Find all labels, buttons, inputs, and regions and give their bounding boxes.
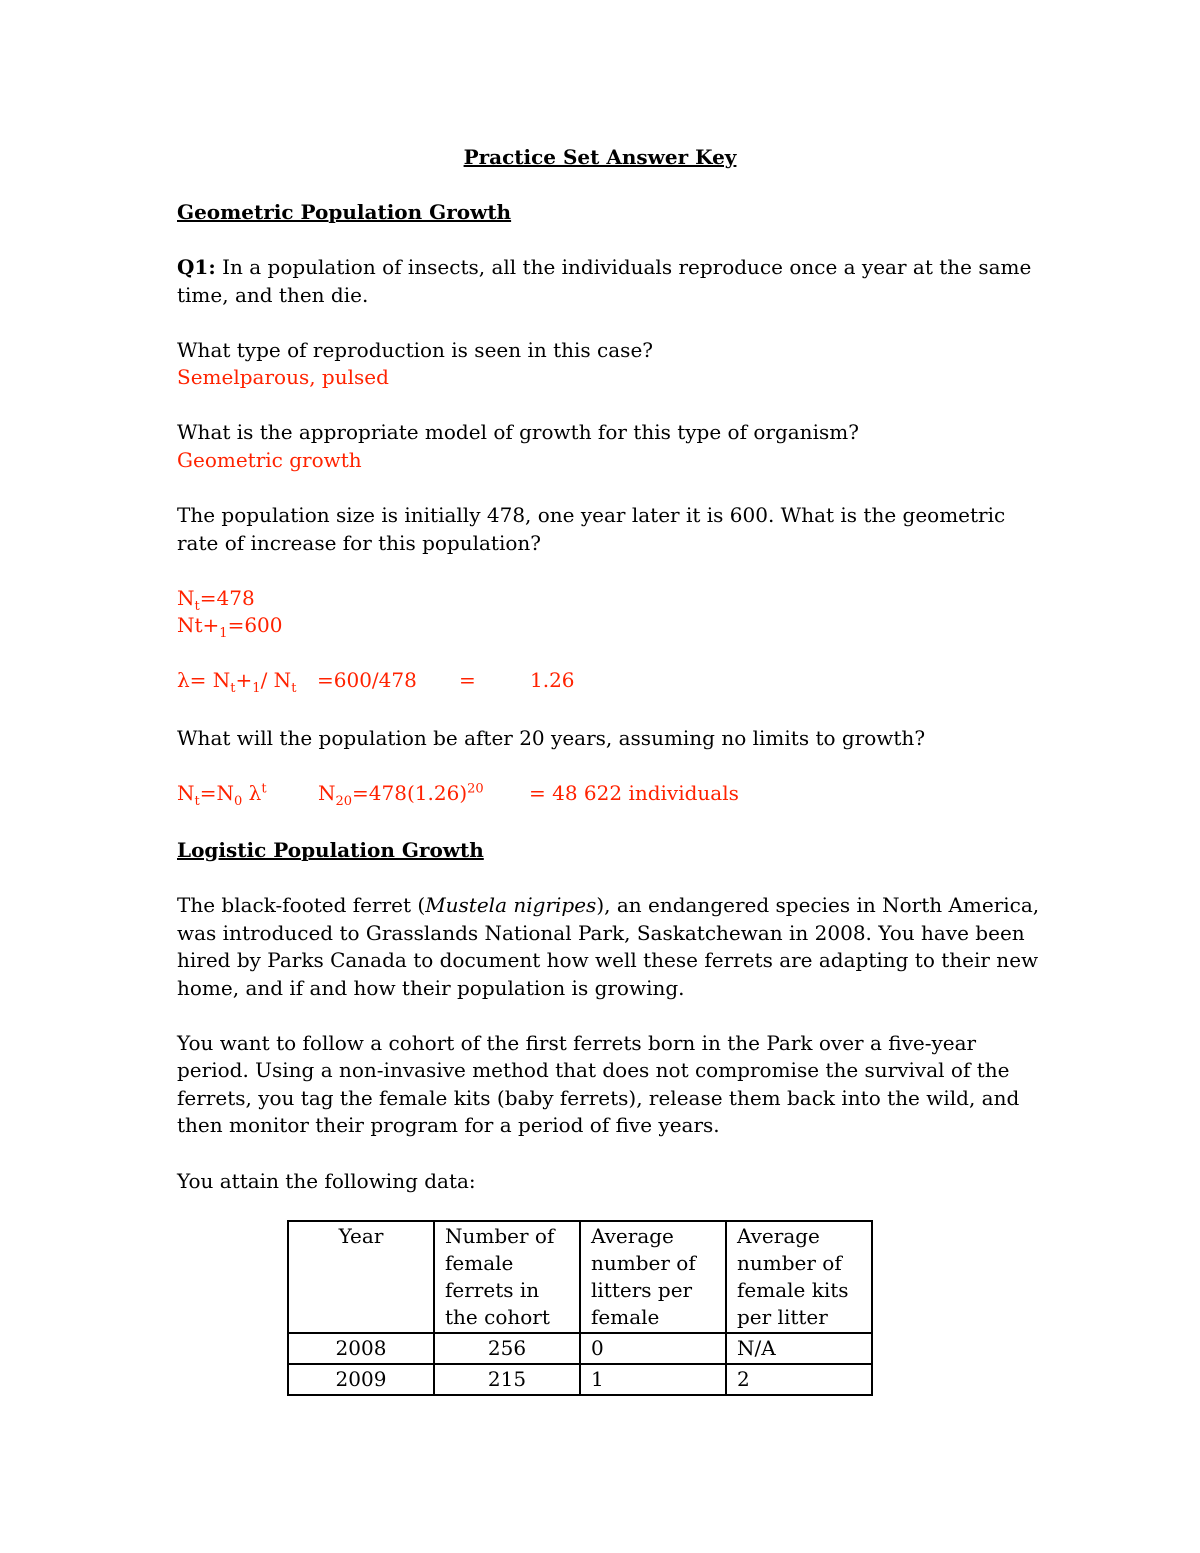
cell-kits: 2: [726, 1364, 872, 1395]
header-col4-line1: Average: [737, 1224, 820, 1248]
header-litters: [580, 1221, 726, 1333]
n20-part-d: N: [318, 781, 336, 805]
header-col3-line2: number of: [591, 1251, 696, 1275]
section-heading-geometric: Geometric Population Growth: [177, 200, 512, 224]
cell-kits: N/A: [726, 1333, 872, 1364]
lambda-part-a: λ= N: [177, 668, 231, 692]
n20-formula: [318, 779, 484, 807]
n20-part-e: =478(1.26): [352, 781, 468, 805]
cell-year: 2008: [288, 1333, 434, 1364]
paragraph2-line2: period. Using a non-invasive method that does not compromise the survival of the: [177, 1058, 1010, 1082]
paragraph2-line3: ferrets, you tag the female kits (baby ferrets), release them back into the wild, and: [177, 1086, 1020, 1110]
q1-label: Q1:: [177, 255, 216, 279]
formula-sub-2: 0: [234, 794, 243, 809]
calc-nt1-value: =600: [227, 613, 283, 637]
calc-nt1-symbol: Nt+: [177, 613, 220, 637]
paragraph2-line4: then monitor their program for a period of five years.: [177, 1113, 720, 1137]
lambda-sub-2: 1: [252, 681, 261, 696]
paragraph1-line1: [177, 891, 1039, 919]
p1-part-a: The black-footed ferret (: [177, 893, 426, 917]
n20-sub: 20: [335, 794, 353, 809]
header-number-females: [434, 1221, 580, 1333]
formula-part-c: λ: [242, 781, 262, 805]
data-intro: You attain the following data:: [177, 1169, 476, 1193]
header-year-line1: Year: [338, 1224, 384, 1248]
cell-year: 2009: [288, 1364, 434, 1395]
q1-text-line1: [177, 253, 1031, 281]
paragraph1-line2: was introduced to Grasslands National Park, Saskatchewan in 2008. You have been: [177, 921, 1025, 945]
table-row: [288, 1364, 872, 1395]
lambda-part-c: / N: [260, 668, 292, 692]
calc-nt-symbol: N: [177, 586, 195, 610]
header-col2-line4: the cohort: [445, 1305, 550, 1329]
formula-part-a: N: [177, 781, 195, 805]
cell-litters: 0: [580, 1333, 726, 1364]
calc-nt-sub: t: [194, 599, 200, 614]
n20-sup: 20: [467, 781, 484, 797]
species-name: Mustela nigripes: [425, 893, 597, 917]
header-col3-line3: litters per: [591, 1278, 693, 1302]
cell-females: 215: [434, 1364, 580, 1395]
question-rate-line2: rate of increase for this population?: [177, 531, 541, 555]
formula-sup-1: t: [261, 781, 267, 797]
question-rate-line1: The population size is initially 478, one year later it is 600. What is the geometric: [177, 503, 1006, 527]
lambda-sub-1: t: [230, 681, 236, 696]
paragraph2-line1: You want to follow a cohort of the first ferrets born in the Park over a five-year: [177, 1031, 977, 1055]
header-year: [288, 1221, 434, 1333]
q1-text-line2: time, and then die.: [177, 283, 369, 307]
header-col2-line3: ferrets in: [445, 1278, 540, 1302]
lambda-division: =600/478: [317, 668, 417, 692]
lambda-sub-3: t: [291, 681, 297, 696]
header-col4-line3: female kits: [737, 1278, 849, 1302]
final-result: = 48 622 individuals: [529, 781, 739, 805]
table-header-row: [288, 1221, 872, 1333]
paragraph1-line4: home, and if and how their population is growing.: [177, 976, 685, 1000]
q1-body: In a population of insects, all the individuals reproduce once a year at the same: [215, 255, 1032, 279]
answer-growth-model: Geometric growth: [177, 448, 362, 472]
formula-part-b: =N: [199, 781, 234, 805]
document-title: Practice Set Answer Key: [463, 145, 737, 169]
header-col4-line2: number of: [737, 1251, 842, 1275]
header-col2-line2: female: [445, 1251, 514, 1275]
question-twenty-years: What will the population be after 20 years, assuming no limits to growth?: [177, 726, 926, 750]
lambda-part-b: +: [235, 668, 253, 692]
header-col4-line4: per litter: [737, 1305, 828, 1329]
formula-sub-1: t: [194, 794, 200, 809]
calc-nt-value: =478: [199, 586, 255, 610]
calc-nt1-sub: 1: [219, 626, 228, 641]
header-col3-line1: Average: [591, 1224, 674, 1248]
cell-litters: 1: [580, 1364, 726, 1395]
calc-nt1: [177, 611, 283, 639]
section-heading-logistic: Logistic Population Growth: [177, 838, 484, 862]
p1-part-b: ), an endangered species in North America,: [596, 893, 1040, 917]
ferret-data-table: [287, 1220, 873, 1396]
lambda-result: 1.26: [530, 668, 575, 692]
header-col2-line1: Number of: [445, 1224, 555, 1248]
cell-females: 256: [434, 1333, 580, 1364]
lambda-formula: [177, 666, 296, 694]
general-formula: [177, 779, 267, 807]
answer-reproduction-type: Semelparous, pulsed: [177, 365, 389, 389]
paragraph1-line3: hired by Parks Canada to document how well these ferrets are adapting to their new: [177, 948, 1039, 972]
calc-nt: [177, 584, 255, 612]
header-kits: [726, 1221, 872, 1333]
table-row: [288, 1333, 872, 1364]
lambda-equals: =: [459, 668, 476, 692]
question-growth-model: What is the appropriate model of growth for this type of organism?: [177, 420, 859, 444]
question-reproduction-type: What type of reproduction is seen in this case?: [177, 338, 653, 362]
header-col3-line4: female: [591, 1305, 660, 1329]
